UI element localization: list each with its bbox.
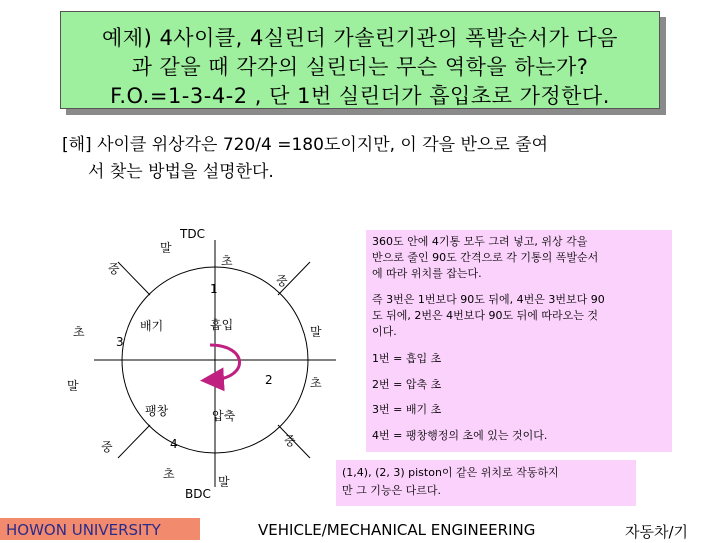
- label-left-start: 초: [73, 325, 85, 339]
- tick-line: [118, 262, 150, 295]
- label-bottom-start: 초: [163, 467, 175, 481]
- explanation-1-line-3: 에 따라 위치를 잡는다.: [372, 267, 482, 280]
- label-right-start: 초: [310, 376, 322, 390]
- note-line-1: (1,4), (2, 3) piston이 같은 위치로 작동하지: [342, 466, 559, 479]
- label-lower-left-mid: 중: [101, 440, 113, 454]
- tick-line: [118, 425, 150, 458]
- cylinder-1-state: 1번 = 흡입 초: [372, 352, 442, 365]
- title-line-2: 과 같을 때 각각의 실린더는 무슨 역학을 하는가?: [131, 55, 589, 79]
- explanation-1-line-2: 반으로 줄인 90도 간격으로 각 기통의 폭발순서: [372, 251, 599, 264]
- label-top-end: 말: [160, 241, 172, 255]
- label-upper-right-mid: 중: [276, 274, 288, 288]
- footer-left-text: HOWON UNIVERSITY: [6, 521, 161, 539]
- tdc-label: TDC: [180, 227, 205, 241]
- stroke-intake: 흡입: [210, 318, 234, 332]
- explanation-2-line-2: 도 뒤에, 2번은 4번보다 90도 뒤에 따라오는 것: [372, 309, 598, 322]
- cylinder-2-label: 2: [265, 373, 273, 387]
- cylinder-4-label: 4: [170, 437, 178, 451]
- title-line-3: F.O.=1-3-4-2 , 단 1번 실린더가 흡입초로 가정한다.: [110, 84, 610, 108]
- explanation-2-line-1: 즉 3번은 1번보다 90도 뒤에, 4번은 3번보다 90: [372, 293, 605, 306]
- cylinder-3-state: 3번 = 배기 초: [372, 403, 442, 416]
- label-lower-right-mid: 중: [284, 434, 296, 448]
- label-bottom-end: 말: [218, 475, 230, 489]
- title-line-1: 예제) 4사이클, 4실린더 가솔린기관의 폭발순서가 다음: [102, 26, 618, 50]
- explanation-1-line-1: 360도 안에 4기통 모두 그려 넣고, 위상 각을: [372, 235, 588, 248]
- label-left-end: 말: [67, 379, 79, 393]
- cylinder-3-label: 3: [116, 335, 124, 349]
- stroke-compression: 압축: [212, 409, 236, 423]
- rotation-arrow: [210, 345, 240, 380]
- stroke-exhaust: 배기: [140, 319, 164, 333]
- note-line-2: 만 그 기능은 다르다.: [342, 484, 441, 497]
- cylinder-2-state: 2번 = 압축 초: [372, 378, 442, 391]
- stroke-expansion: 팽창: [145, 404, 169, 418]
- bdc-label: BDC: [185, 487, 211, 501]
- cylinder-1-label: 1: [210, 282, 218, 296]
- label-right-end: 말: [310, 325, 322, 339]
- label-upper-left-mid: 중: [108, 262, 120, 276]
- solution-line-1: [해] 사이클 위상각은 720/4 =180도이지만, 이 각을 반으로 줄여: [62, 135, 549, 155]
- cylinder-4-state: 4번 = 팽창행정의 초에 있는 것이다.: [372, 429, 548, 442]
- solution-line-2: 서 찾는 방법을 설명한다.: [88, 162, 274, 182]
- footer-right-text: 자동차/기: [625, 523, 689, 541]
- label-top-start: 초: [221, 254, 233, 268]
- explanation-2-line-3: 이다.: [372, 325, 397, 338]
- footer-center-text: VEHICLE/MECHANICAL ENGINEERING: [258, 521, 536, 539]
